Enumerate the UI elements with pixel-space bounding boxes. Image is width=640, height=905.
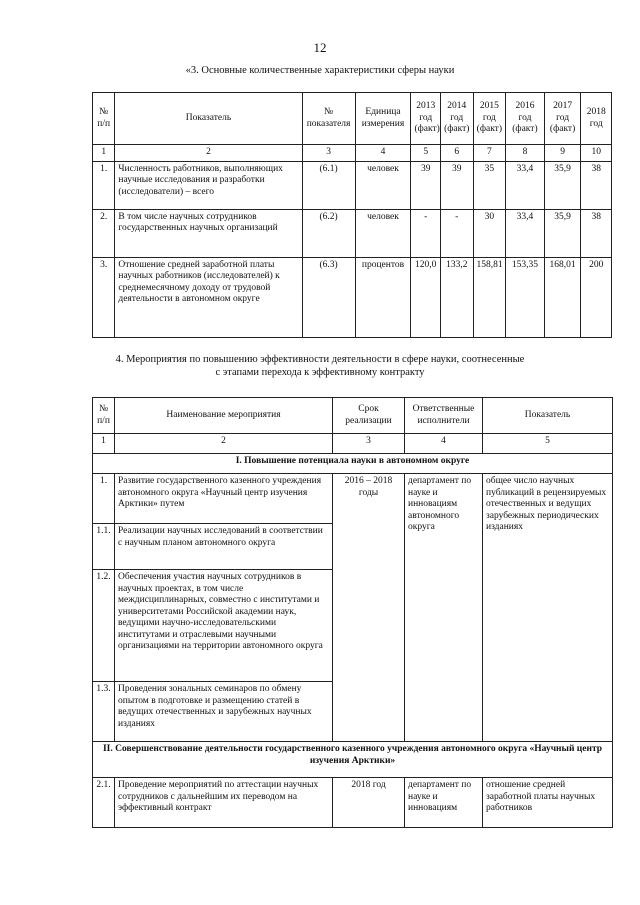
row-name: Развитие государственного казенного учреждения автономного округа «Научный центр изучения Арктики» путем xyxy=(115,474,333,524)
header-2014: 2014 год (факт) xyxy=(440,93,473,145)
colnum: 8 xyxy=(506,145,545,162)
colnum: 2 xyxy=(115,145,302,162)
colnum: 4 xyxy=(405,434,483,454)
header-indicator: Показатель xyxy=(115,93,302,145)
section4-title-line1: 4. Мероприятия по повышению эффективности деятельности в сфере науки, соотнесенные xyxy=(115,354,525,365)
header-code: № показателя xyxy=(302,93,355,145)
row-resp: департамент по науке и инновациям xyxy=(405,778,483,828)
row-resp: департамент по науке и инновациям автономного округа xyxy=(405,474,483,742)
row-name: Численность работников, выполняющих научные исследования и разработки (исследователи) – всего xyxy=(115,161,302,209)
row-num: 1.2. xyxy=(93,570,115,682)
colnum: 10 xyxy=(581,145,612,162)
row-name: Проведение мероприятий по аттестации научных сотрудников с дальнейшим их переводом на эффективный контракт xyxy=(115,778,333,828)
value-2017: 35,9 xyxy=(544,161,581,209)
colnum: 9 xyxy=(544,145,581,162)
header-unit: Единица измерения xyxy=(355,93,411,145)
header-2013: 2013 год (факт) xyxy=(411,93,441,145)
row-name: В том числе научных сотрудников государственных научных организаций xyxy=(115,209,302,257)
row-indicator: общее число научных публикаций в рецензируемых отечественных и ведущих зарубежных периодических изданиях xyxy=(483,474,613,742)
header-2015: 2015 год (факт) xyxy=(473,93,506,145)
colnum: 3 xyxy=(333,434,405,454)
value-2016: 33,4 xyxy=(506,161,545,209)
colnum: 1 xyxy=(93,145,115,162)
table-row xyxy=(93,474,613,524)
row-num: 2. xyxy=(93,209,115,257)
row-num: 1.3. xyxy=(93,682,115,742)
header-indicator: Показатель xyxy=(483,398,613,434)
value-2014: - xyxy=(440,209,473,257)
value-2014: 39 xyxy=(440,161,473,209)
row-name: Проведения зональных семинаров по обмену опытом в подготовке и размещению статей в ведущих отечественных и зарубежных научных изданиях xyxy=(115,682,333,742)
row-name: Отношение средней заработной платы научных работников (исследователей) к среднемесячному доходу от трудовой деятельности в автономном округе xyxy=(115,257,302,337)
value-2015: 30 xyxy=(473,209,506,257)
header-2018: 2018 год xyxy=(581,93,612,145)
header-2016: 2016 год (факт) xyxy=(506,93,545,145)
row-num: 1.1. xyxy=(93,524,115,570)
value-2017: 168,01 xyxy=(544,257,581,337)
header-term: Срок реализации xyxy=(333,398,405,434)
row-num: 3. xyxy=(93,257,115,337)
value-2016: 33,4 xyxy=(506,209,545,257)
colnum: 3 xyxy=(302,145,355,162)
colnum: 5 xyxy=(411,145,441,162)
table-row xyxy=(93,161,612,209)
header-num: № п/п xyxy=(93,93,115,145)
value-2018: 38 xyxy=(581,209,612,257)
colnum: 4 xyxy=(355,145,411,162)
colnum: 2 xyxy=(115,434,333,454)
value-2013: 120,0 xyxy=(411,257,441,337)
row-unit: процентов xyxy=(355,257,411,337)
value-2014: 133,2 xyxy=(440,257,473,337)
value-2018: 38 xyxy=(581,161,612,209)
value-2018: 200 xyxy=(581,257,612,337)
header-num: № п/п xyxy=(93,398,115,434)
colnum: 5 xyxy=(483,434,613,454)
header-2017: 2017 год (факт) xyxy=(544,93,581,145)
indicators-table xyxy=(92,92,612,338)
value-2015: 35 xyxy=(473,161,506,209)
row-name: Реализации научных исследований в соответствии с научным планом автономного округа xyxy=(115,524,333,570)
section3-title: «3. Основные количественные характеристики сферы науки xyxy=(185,65,455,76)
table-row xyxy=(93,778,613,828)
table-row xyxy=(93,257,612,337)
section4-title xyxy=(0,353,640,379)
section-heading-I: I. Повышение потенциала науки в автономном округе xyxy=(93,454,613,474)
row-num: 2.1. xyxy=(93,778,115,828)
row-code: (6.1) xyxy=(302,161,355,209)
value-2017: 35,9 xyxy=(544,209,581,257)
measures-table xyxy=(92,397,613,828)
row-term: 2016 – 2018 годы xyxy=(333,474,405,742)
table-row xyxy=(93,209,612,257)
value-2013: - xyxy=(411,209,441,257)
header-resp: Ответственные исполнители xyxy=(405,398,483,434)
row-num: 1. xyxy=(93,161,115,209)
colnum: 6 xyxy=(440,145,473,162)
value-2016: 153,35 xyxy=(506,257,545,337)
header-name: Наименование мероприятия xyxy=(115,398,333,434)
row-indicator: отношение средней заработной платы научных работников xyxy=(483,778,613,828)
colnum: 1 xyxy=(93,434,115,454)
value-2013: 39 xyxy=(411,161,441,209)
row-code: (6.2) xyxy=(302,209,355,257)
row-unit: человек xyxy=(355,209,411,257)
section-heading-II: II. Совершенствование деятельности государственного казенного учреждения автономного округа «Научный центр изучения Арктики» xyxy=(93,742,613,778)
row-term: 2018 год xyxy=(333,778,405,828)
row-code: (6.3) xyxy=(302,257,355,337)
colnum: 7 xyxy=(473,145,506,162)
row-unit: человек xyxy=(355,161,411,209)
row-name: Обеспечения участия научных сотрудников в научных проектах, в том числе междисциплинарных, совместно с институтами и университетами Российской академии наук, ведущими научно-исследовательскими институтами и отраслевыми научными организациями на территории автономного округа xyxy=(115,570,333,682)
value-2015: 158,81 xyxy=(473,257,506,337)
section4-title-line2: с этапами перехода к эффективному контракту xyxy=(215,367,425,378)
row-num: 1. xyxy=(93,474,115,524)
page-number: 12 xyxy=(313,40,327,55)
